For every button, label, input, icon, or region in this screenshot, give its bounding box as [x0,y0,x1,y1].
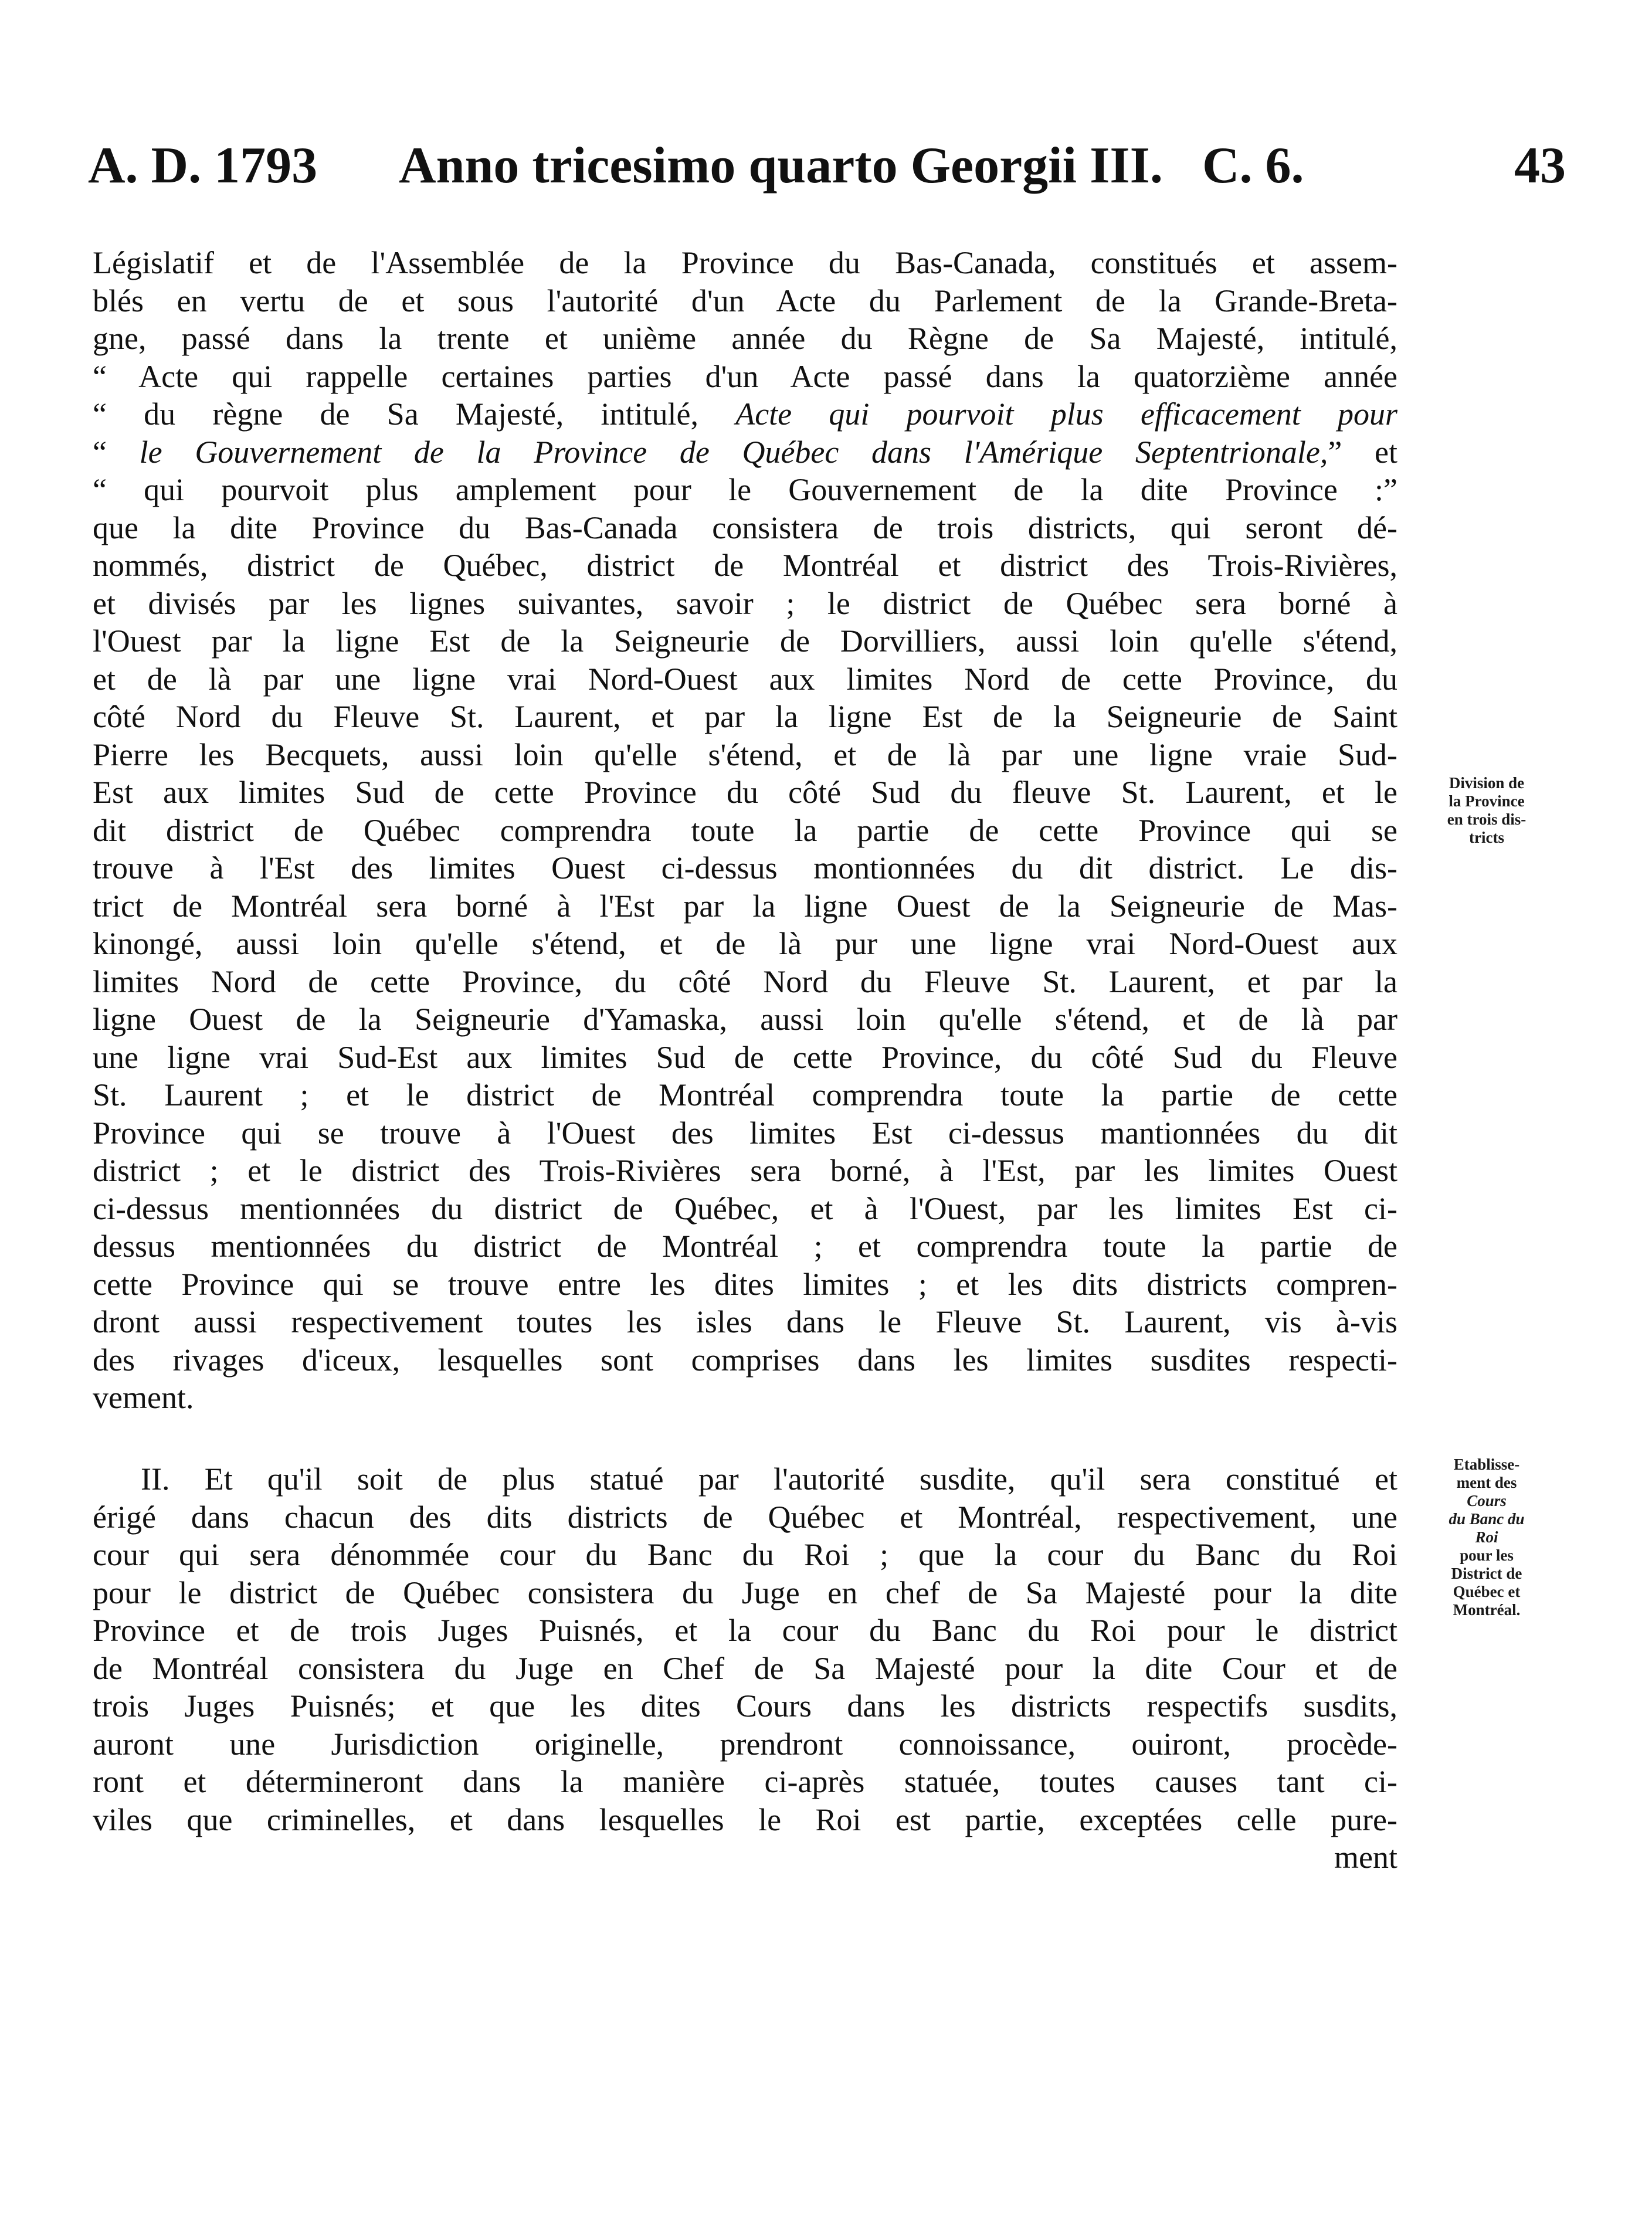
text-line: ci-dessus mentionnées du district de Québec, et à l'Ouest, par les limites Est ci- [93,1190,1397,1226]
text-line: et divisés par les lignes suivantes, savoir ; le district de Québec sera borné à [93,585,1397,621]
margin-note-line-mixed [1407,1528,1566,1565]
text-line: cour qui sera dénommée cour du Banc du Roi ; que la cour du Banc du Roi [93,1537,1397,1572]
text-line: Pierre les Becquets, aussi loin qu'elle s'étend, et de là par une ligne vraie Sud- [93,737,1397,772]
margin-note-line: Québec et [1453,1583,1521,1600]
text-line: limites Nord de cette Province, du côté Nord du Fleuve St. Laurent, et par la [93,964,1397,999]
text-line: dront aussi respectivement toutes les isles dans le Fleuve St. Laurent, vis à-vis [93,1304,1397,1339]
text-line: viles que criminelles, et dans lesquelles le Roi est partie, exceptées celle pure- [93,1802,1397,1837]
header-chapter: C. 6. [1202,137,1304,194]
margin-note-fragment: Cours [1467,1492,1507,1510]
text-line: “ Acte qui rappelle certaines parties d'un Acte passé dans la quatorzième année [93,358,1397,394]
text-line: gne, passé dans la trente et unième année du Règne de Sa Majesté, intitulé, [93,321,1397,356]
text-line: de Montréal consistera du Juge en Chef de Sa Majesté pour la dite Cour et de [93,1650,1397,1686]
margin-note-line: District de [1451,1565,1522,1582]
section-2-text [93,1460,1397,1877]
text-line: cette Province qui se trouve entre les dites limites ; et les dits districts compren- [93,1266,1397,1302]
margin-note-line: Division de [1449,774,1525,792]
margin-note-line: tricts [1469,829,1504,846]
text-fragment: ” et [1328,434,1397,470]
text-line: érigé dans chacun des dits districts de Québec et Montréal, respectivement, une [93,1499,1397,1535]
text-line: kinongé, aussi loin qu'elle s'étend, et de là pur une ligne vrai Nord-Ouest aux [93,926,1397,961]
text-line: Province qui se trouve à l'Ouest des limites Est ci-dessus mantionnées du dit [93,1115,1397,1151]
text-line: Est aux limites Sud de cette Province du côté Sud du fleuve St. Laurent, et le [93,775,1397,810]
text-line: blés en vertu de et sous l'autorité d'un Acte du Parlement de la Grande-Breta- [93,283,1397,318]
margin-note-fragment: pour les [1460,1546,1514,1564]
italic-act-title-2: le Gouvernement de la Province de Québec dans l'Amérique Septentrionale, [139,434,1328,470]
text-line: ront et détermineront dans la manière ci-après statuée, toutes causes tant ci- [93,1764,1397,1799]
text-line: une ligne vrai Sud-Est aux limites Sud de cette Province, du côté Sud du Fleuve [93,1039,1397,1075]
text-line: pour le district de Québec consistera du Juge en chef de Sa Majesté pour la dite [93,1575,1397,1610]
text-line: II. Et qu'il soit de plus statué par l'autorité susdite, qu'il sera constitué et [141,1461,1397,1497]
margin-note-line: la Province [1449,792,1525,810]
text-line: et de là par une ligne vrai Nord-Ouest aux limites Nord de cette Province, du [93,661,1397,697]
text-line: “ qui pourvoit plus amplement pour le Gouvernement de la dite Province :” [93,472,1397,507]
text-line: que la dite Province du Bas-Canada consistera de trois districts, qui seront dé- [93,510,1397,545]
text-line: trois Juges Puisnés; et que les dites Cours dans les districts respectifs susdits, [93,1688,1397,1724]
margin-note-line-mixed [1407,1474,1566,1510]
text-line: ligne Ouest de la Seigneurie d'Yamaska, aussi loin qu'elle s'étend, et de là par [93,1002,1397,1037]
text-fragment: “ du règne de Sa Majesté, intitulé, [93,396,698,432]
margin-note-division [1407,774,1566,847]
text-fragment: “ [93,434,107,470]
text-line: nommés, district de Québec, district de Montréal et district des Trois-Rivières, [93,548,1397,583]
text-line: dit district de Québec comprendra toute la partie de cette Province qui se [93,812,1397,848]
text-line: trouve à l'Est des limites Ouest ci-dessus montionnées du dit district. Le dis- [93,850,1397,886]
text-line: des rivages d'iceux, lesquelles sont comprises dans les limites susdites respecti- [93,1342,1397,1378]
text-line-mixed [93,395,1397,433]
text-line: Province et de trois Juges Puisnés, et la cour du Banc du Roi pour le district [93,1613,1397,1648]
header-title: Anno tricesimo quarto Georgii III. [399,137,1163,194]
text-line: vement. [93,1380,194,1415]
header-year: A. D. 1793 [88,137,318,194]
text-line: Législatif et de l'Assemblée de la Province du Bas-Canada, constitués et assem- [93,245,1397,280]
text-line: trict de Montréal sera borné à l'Est par la ligne Ouest de la Seigneurie de Mas- [93,888,1397,924]
text-line: côté Nord du Fleuve St. Laurent, et par la ligne Est de la Seigneurie de Saint [93,699,1397,734]
running-header [88,134,1566,198]
text-line: St. Laurent ; et le district de Montréal comprendra toute la partie de cette [93,1077,1397,1112]
text-line-mixed [93,433,1397,472]
margin-note-line: du Banc du [1449,1510,1525,1528]
text-line: dessus mentionnées du district de Montréal ; et comprendra toute la partie de [93,1229,1397,1264]
page-number: 43 [1514,137,1566,194]
margin-note-line: en trois dis- [1447,810,1527,828]
margin-note-fragment: ment des [1456,1474,1517,1491]
section-1-text [93,244,1397,1417]
catchword: ment [1334,1840,1397,1875]
text-line: district ; et le district des Trois-Rivières sera borné, à l'Est, par les limites Ouest [93,1153,1397,1188]
italic-act-title: Acte qui pourvoit plus efficacement pour [735,396,1397,432]
margin-note-line: Montréal. [1453,1601,1521,1619]
margin-note-fragment: Roi [1475,1528,1498,1546]
text-line: auront une Jurisdiction originelle, prendront connoissance, ouiront, procède- [93,1726,1397,1762]
margin-note-courts [1407,1456,1566,1619]
margin-note-line: Etablisse- [1453,1456,1520,1473]
text-line: l'Ouest par la ligne Est de la Seigneurie de Dorvilliers, aussi loin qu'elle s'étend, [93,623,1397,659]
